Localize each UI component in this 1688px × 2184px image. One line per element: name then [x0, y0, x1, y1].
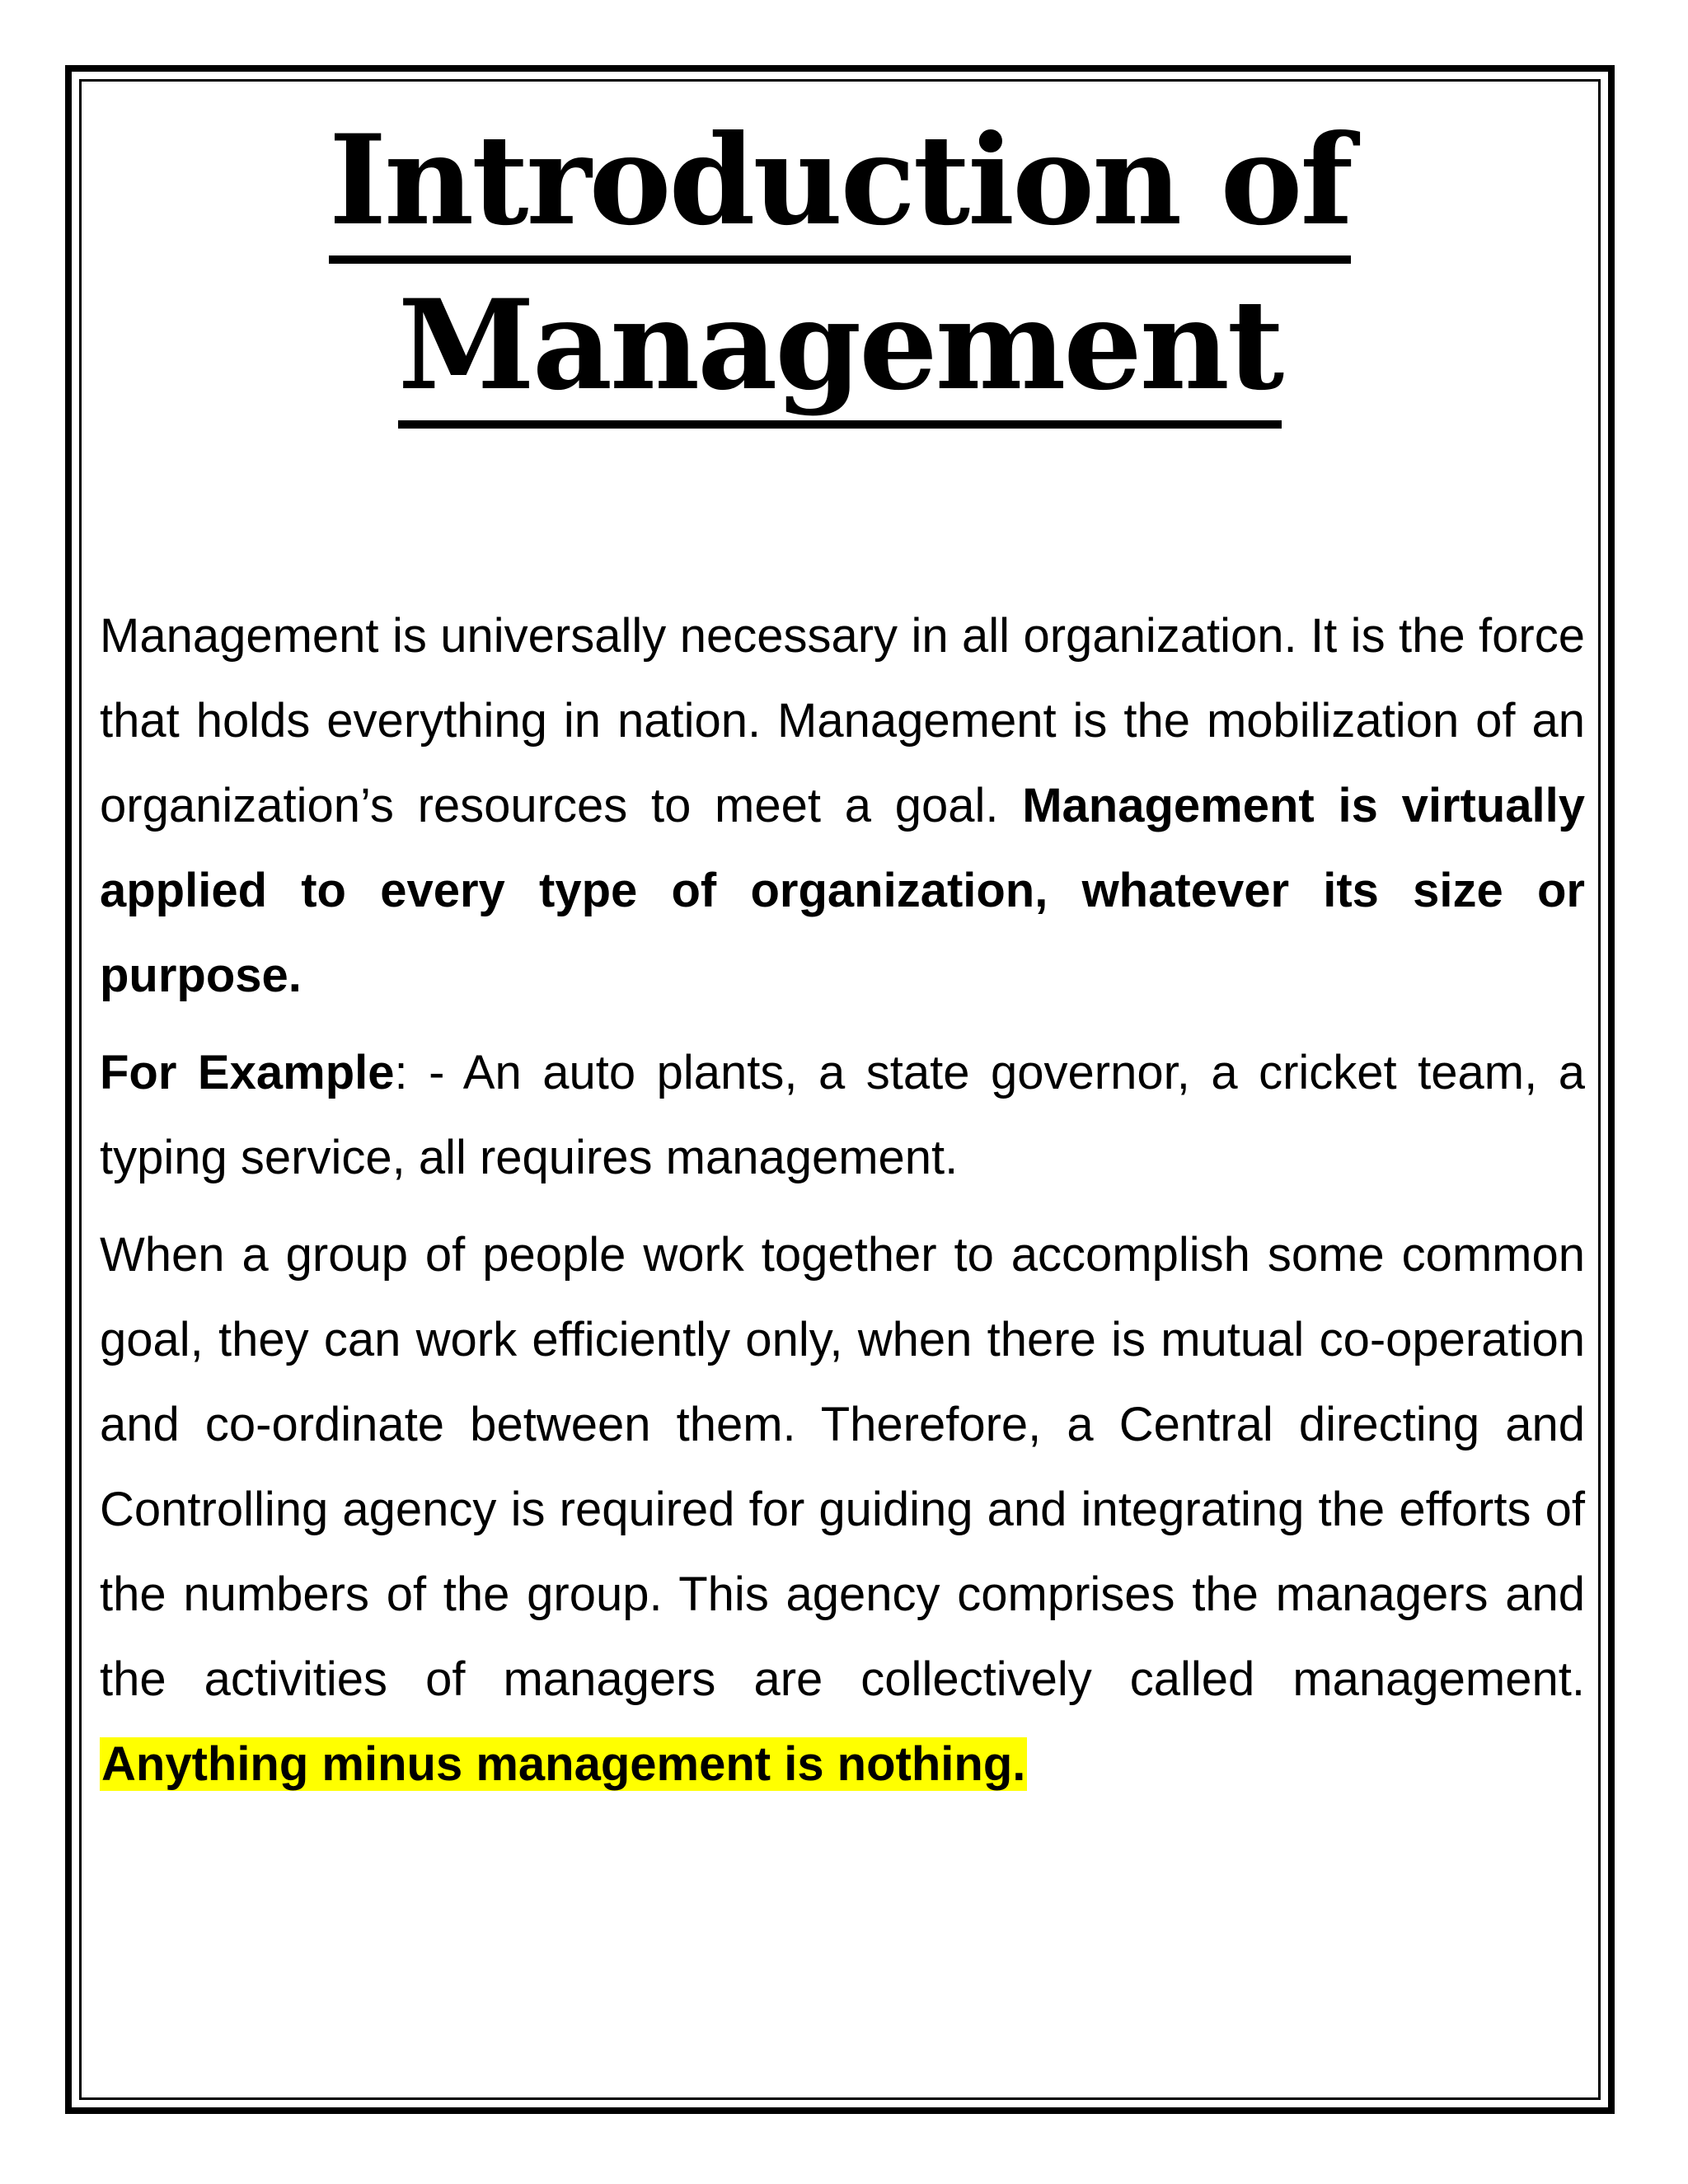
example-label: For Example — [100, 1046, 395, 1099]
title-line-1: Introduction of — [329, 113, 1351, 264]
example-text: : - An auto plants, a state governor, a cricket team, a typing service, all requires management. — [100, 1046, 1585, 1184]
group-work-text: When a group of people work together to accomplish some common goal, they can work efficiently only, when there is mutual co-operation and co-ordinate between them. Therefore, a Central directing and Controlling agency is required for guiding and integrating the efforts of the numbers of the group. This agency comprises the managers and the activities of managers are collectively called management. — [100, 1228, 1585, 1706]
paragraph-definition — [100, 593, 1585, 1018]
paragraph-example — [100, 1030, 1585, 1200]
title-line-2: Management — [398, 278, 1282, 429]
highlighted-conclusion: Anything minus management is nothing. — [101, 1737, 1026, 1791]
page-title — [79, 99, 1601, 429]
paragraph-group-work — [100, 1212, 1585, 1807]
definition-text: Management is universally necessary in all organization. It is the force that holds everything in nation. Management is the mobilization of an organization’s resources to meet a goal. — [100, 609, 1585, 832]
definition-bold-text: Management is virtually applied to every type of organization, whatever its size or purpose. — [100, 779, 1585, 1002]
body-text — [100, 593, 1585, 1819]
